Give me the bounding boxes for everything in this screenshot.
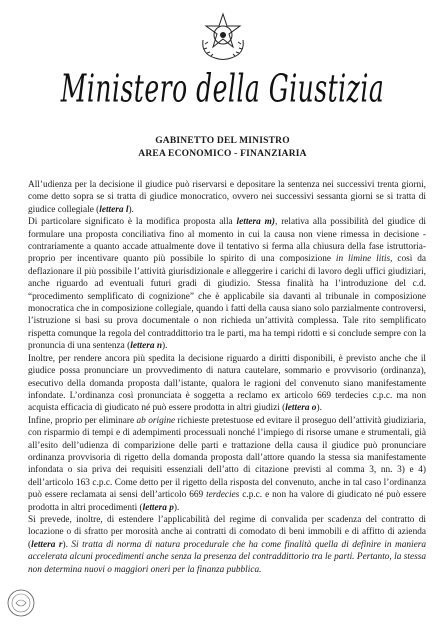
p2-text-b: , relativa alla possibilità del giudice di formulare una proposta conciliativa fino al momento in cui la causa non viene rimessa in decisione - contrariamente a quanto accade attualmente dove il tentativo si ferma alla chiusura della fase istruttoria- proprio per incentivare quanto più possibile lo spirito di una composizione <box>28 217 426 265</box>
p5-text-b: ). <box>62 539 72 550</box>
republic-emblem-icon <box>197 10 249 62</box>
p5-italic-note: Si tratta di norma di natura procedurale che ha come finalità quella di definire in maniera accelerata alcuni procedimenti anche senza la presenza del contraddittorio tra le parti. Pertanto, la stessa non determina nuovi o maggiori oneri per la finanza pubblica. <box>28 539 426 575</box>
p4-latin: ab origine <box>136 415 176 426</box>
p4-latin-2: terdecies <box>206 490 240 501</box>
paragraph-2 <box>28 216 426 352</box>
p2-latin: in limine litis <box>335 254 391 265</box>
paragraph-4 <box>28 415 426 514</box>
p3-letter-ref: lettera o <box>285 403 317 414</box>
p3-end: ). <box>316 403 322 414</box>
p1-end: ). <box>128 204 134 215</box>
p5-letter-ref: lettera r <box>31 539 63 550</box>
p1-text: All’udienza per la decisione il giudice può riservarsi e depositare la sentenza nei successivi trenta giorni, come detto sopra se si tratta di giudice monocratico, ovvero nei successivi sessanta giorni se si tratta di giudice collegiale ( <box>28 180 426 215</box>
p5-text-a: Si prevede, inoltre, di estendere l’applicabilità del regime di convalida per scadenza del contratto di locazione o di sfratto per morosità anche ai contratti di comodato di beni immobili e di affitto di azienda ( <box>28 514 426 550</box>
ministry-masthead: Ministero della Giustizia <box>60 66 385 111</box>
p4-text-b: richieste pretestuose ed evitare il proseguo dell’attività giudiziaria, con risparmio di tempi e di adempimenti processuali nonché l’impiego di risorse umane e strumentali, già all’esito dell’udienza di comparizione delle parti e trattazione della causa il giudice può pronunciare ordinanza provvisoria di rigetto della domanda proposta dall’attore quando la stessa sia manifestamente infondata o sia priva dei requisiti essenziali dell’atto di citazione previsti al comma 3, nn. 3) e 4) dell’articolo 163 c.p.c. Come detto per il rigetto della risposta del convenuto, anche in tal caso l’ordinanza può essere reclamata ai sensi dell’articolo 669 <box>28 415 426 501</box>
document-body <box>28 179 426 576</box>
p2-letter-ref-2: lettera n <box>130 341 162 352</box>
p4-letter-ref: lettera p <box>142 502 174 513</box>
office-heading: GABINETTO DEL MINISTRO <box>155 136 290 146</box>
p2-text-c: , così da deflazionare il più possibile l’attività giurisdizionale e alleggerire i carichi di lavoro degli uffici giudiziari, anche riguardo ad eventuali futuri gradi di giudizio. Stessa finalità ha l’introduzione del c.d. “procedimento semplificato di cognizione” che è applicabile sia davanti al tribunale in composizione monocratica che in composizione collegiale, quando i fatti della causa siano solo parzialmente controversi, l’istruzione si basi su prova documentale o non richieda un’attività complessa. Tale rito semplificato rispetta comunque la regola del contraddittorio tra le parti, ma ha tempi ridotti e si conclude sempre con la pronuncia di una sentenza ( <box>28 254 426 352</box>
p4-text-a: Infine, proprio per eliminare <box>28 415 137 426</box>
p2-letter-ref: lettera m) <box>236 217 275 228</box>
p2-end: ). <box>162 341 168 352</box>
p1-letter-ref: lettera l <box>99 204 129 215</box>
paragraph-1 <box>28 179 426 216</box>
paragraph-5 <box>28 514 426 576</box>
p2-text-a: Di particolare significato è la modifica proposta alla <box>28 217 237 228</box>
stamp-seal-icon <box>6 588 36 618</box>
p4-text-c: c.p.c. e non ha valore di giudicato né può essere prodotta in altri procedimenti ( <box>28 490 426 513</box>
p4-end: ). <box>173 502 180 513</box>
area-heading: AREA ECONOMICO - FINANZIARIA <box>138 149 307 159</box>
p3-text: Inoltre, per rendere ancora più spedita la decisione riguardo a diritti disponibili, è previsto anche che il giudice possa pronunciare un provvedimento di natura cautelare, sommario e provvisorio (ordinanza), esecutivo della domanda proposta dall’istante, qualora le ragioni del convenuto siano manifestamente infondate. L’ordinanza così pronunciata è soggetta a reclamo ex articolo 669 terdecies c.p.c. ma non acquista efficacia di giudicato né può essere prodotta in altri giudizi ( <box>28 353 426 414</box>
paragraph-3 <box>28 353 426 415</box>
